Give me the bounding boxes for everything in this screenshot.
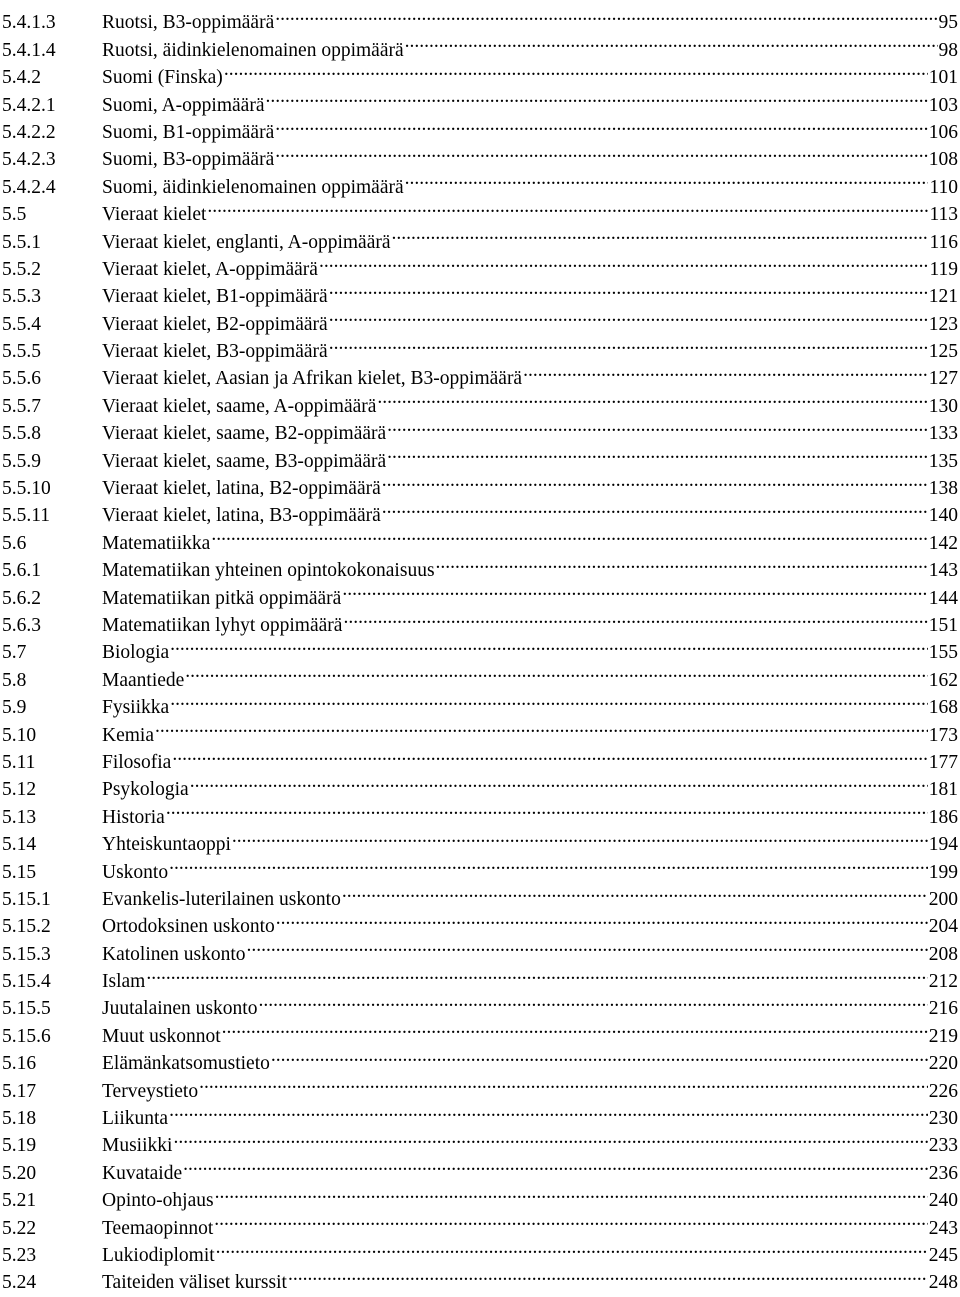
toc-entry-number: 5.5.8 [0,420,102,447]
toc-entry-title[interactable]: Ortodoksinen uskonto [102,913,276,940]
toc-dot-leader [271,1042,928,1069]
toc-entry-number: 5.5.10 [0,475,102,502]
toc-entry-number: 5.15.5 [0,995,102,1022]
toc-entry-number: 5.15.4 [0,968,102,995]
toc-entry-page-number[interactable]: 127 [928,365,960,392]
toc-entry-number: 5.12 [0,776,102,803]
toc-entry-number: 5.5.5 [0,338,102,365]
toc-entry-page-number[interactable]: 130 [928,393,960,420]
toc-entry-number: 5.6.3 [0,612,102,639]
toc-entry-page-number[interactable]: 168 [928,694,960,721]
toc-entry-page-number[interactable]: 243 [928,1215,960,1242]
toc-dot-leader [185,658,927,685]
toc-entry-number: 5.4.2.1 [0,92,102,119]
toc-entry-page-number[interactable]: 110 [928,174,960,201]
toc-entry-number: 5.5.1 [0,229,102,256]
toc-entry-number: 5.5 [0,201,102,228]
toc-entry-number: 5.15 [0,859,102,886]
toc-entry-title[interactable]: Teemaopinnot [102,1215,214,1242]
toc-entry-title[interactable]: Vieraat kielet, saame, A-oppimäärä [102,393,377,420]
toc-entry-title[interactable]: Taiteiden väliset kurssit [102,1269,288,1296]
toc-entry-number: 5.5.4 [0,311,102,338]
toc-entry-number: 5.4.2.4 [0,174,102,201]
toc-dot-leader [436,549,928,576]
toc-entry-number: 5.17 [0,1078,102,1105]
toc-entry-number: 5.4.2 [0,64,102,91]
toc-entry-number: 5.16 [0,1050,102,1077]
toc-entry-page-number[interactable]: 204 [928,913,960,940]
toc-entry-title[interactable]: Vieraat kielet, B2-oppimäärä [102,311,329,338]
toc-entry-title[interactable]: Filosofia [102,749,172,776]
toc-entry-number: 5.24 [0,1269,102,1296]
toc-entry-page-number[interactable]: 103 [928,92,960,119]
toc-entry-page-number[interactable]: 233 [928,1132,960,1159]
toc-entry-page-number[interactable]: 216 [928,995,960,1022]
toc-entry-number: 5.15.3 [0,941,102,968]
toc-entry-title[interactable]: Biologia [102,639,170,666]
toc-entry-page-number[interactable]: 138 [928,475,960,502]
toc-entry-page-number[interactable]: 121 [928,283,960,310]
toc-entry-page-number[interactable]: 240 [928,1187,960,1214]
toc-entry-page-number[interactable]: 98 [938,37,960,64]
toc-dot-leader [170,686,928,713]
toc-entry-page-number[interactable]: 236 [928,1160,960,1187]
toc-entry-page-number[interactable]: 123 [928,311,960,338]
toc-dot-leader [265,83,927,110]
toc-entry-title[interactable]: Islam [102,968,146,995]
toc-dot-leader [275,111,928,138]
toc-dot-leader [199,1069,928,1096]
toc-dot-leader [329,302,928,329]
toc-entry-number: 5.15.6 [0,1023,102,1050]
toc-entry-number: 5.4.1.3 [0,9,102,36]
toc-dot-leader [169,850,928,877]
toc-dot-leader [155,713,928,740]
toc-entry-number: 5.6.2 [0,585,102,612]
toc-dot-leader [170,631,928,658]
toc-entry-title[interactable]: Vieraat kielet, A-oppimäärä [102,256,319,283]
toc-entry-number: 5.13 [0,804,102,831]
toc-dot-leader [214,1206,927,1233]
toc-entry-page-number[interactable]: 119 [928,256,960,283]
toc-entry-number: 5.4.2.3 [0,146,102,173]
toc-entry-page-number[interactable]: 155 [928,639,960,666]
toc-entry-title[interactable]: Juutalainen uskonto [102,995,258,1022]
toc-entry-title[interactable]: Psykologia [102,776,190,803]
toc-dot-leader [342,878,928,905]
toc-entry-page-number[interactable]: 177 [928,749,960,776]
toc-entry-number: 5.7 [0,639,102,666]
toc-entry-number: 5.5.7 [0,393,102,420]
toc-entry-page-number[interactable]: 143 [928,557,960,584]
toc-entry-page-number[interactable]: 245 [928,1242,960,1269]
toc-dot-leader [392,220,929,247]
toc-entry-page-number[interactable]: 208 [928,941,960,968]
toc-entry-number: 5.9 [0,694,102,721]
toc-entry-title[interactable]: Lukiodiplomit [102,1242,216,1269]
toc-dot-leader [377,384,927,411]
toc-entry-title[interactable]: Yhteiskuntaoppi [102,831,232,858]
toc-entry-title[interactable]: Vieraat kielet, saame, B3-oppimäärä [102,448,387,475]
toc-entry-page-number[interactable]: 108 [928,146,960,173]
toc-entry-page-number[interactable]: 219 [928,1023,960,1050]
toc-entry-page-number[interactable]: 248 [928,1269,960,1296]
toc-dot-leader [382,467,928,494]
toc-entry-number: 5.4.1.4 [0,37,102,64]
toc-entry-title[interactable]: Maantiede [102,667,185,694]
toc-entry-number: 5.5.6 [0,365,102,392]
toc-entry-page-number[interactable]: 200 [928,886,960,913]
toc-entry-title[interactable]: Vieraat kielet, B3-oppimäärä [102,338,329,365]
toc-entry-page-number[interactable]: 220 [928,1050,960,1077]
toc-entry-number: 5.10 [0,722,102,749]
toc-entry-title[interactable]: Vieraat kielet, saame, B2-oppimäärä [102,420,387,447]
toc-entry-page-number[interactable]: 101 [928,64,960,91]
toc-dot-leader [329,330,928,357]
toc-dot-leader [232,823,928,850]
toc-entry-title[interactable]: Matematiikka [102,530,211,557]
toc-dot-leader [387,412,928,439]
toc-entry-title[interactable]: Ruotsi, äidinkielenomainen oppimäärä [102,37,405,64]
toc-entry-page-number[interactable]: 144 [928,585,960,612]
toc-entry-title[interactable]: Evankelis-luterilainen uskonto [102,886,342,913]
toc-entry-number: 5.20 [0,1160,102,1187]
toc-dot-leader [211,521,927,548]
toc-entry-number: 5.5.2 [0,256,102,283]
toc-entry-title[interactable]: Ruotsi, B3-oppimäärä [102,9,275,36]
toc-entry-title[interactable]: Kemia [102,722,155,749]
toc-entry-title[interactable]: Vieraat kielet, latina, B3-oppimäärä [102,502,382,529]
toc-entry-number: 5.5.3 [0,283,102,310]
toc-dot-leader [275,138,928,165]
toc-entry-number: 5.14 [0,831,102,858]
toc-dot-leader [190,768,928,795]
toc-entry-title[interactable]: Historia [102,804,166,831]
toc-entry-page-number[interactable]: 162 [928,667,960,694]
toc-entry-title[interactable]: Opinto-ohjaus [102,1187,215,1214]
toc-entry-title[interactable]: Vieraat kielet [102,201,207,228]
toc-dot-leader [172,741,927,768]
toc-entry-number: 5.5.9 [0,448,102,475]
toc-entry-title[interactable]: Muut uskonnot [102,1023,222,1050]
toc-dot-leader [405,28,938,55]
toc-entry[interactable] [0,1,960,28]
toc-entry-page-number[interactable]: 186 [928,804,960,831]
toc-entry-number: 5.22 [0,1215,102,1242]
toc-entry-title[interactable]: Matematiikan yhteinen opintokokonaisuus [102,557,436,584]
toc-entry-title[interactable]: Suomi, A-oppimäärä [102,92,265,119]
toc-entry-page-number[interactable]: 140 [928,502,960,529]
toc-dot-leader [146,960,927,987]
toc-entry-title[interactable]: Uskonto [102,859,169,886]
toc-entry-page-number[interactable]: 181 [928,776,960,803]
toc-dot-leader [275,1,937,28]
toc-entry-title[interactable]: Liikunta [102,1105,169,1132]
toc-dot-leader [258,987,927,1014]
toc-entry-page-number[interactable]: 151 [928,612,960,639]
toc-entry-page-number[interactable]: 230 [928,1105,960,1132]
toc-dot-leader [169,1097,928,1124]
toc-dot-leader [405,165,929,192]
toc-dot-leader [207,193,928,220]
toc-entry-page-number[interactable]: 226 [928,1078,960,1105]
toc-dot-leader [343,604,927,631]
toc-entry-title[interactable]: Elämänkatsomustieto [102,1050,271,1077]
toc-entry-number: 5.6 [0,530,102,557]
toc-entry-number: 5.11 [0,749,102,776]
toc-entry-page-number[interactable]: 142 [928,530,960,557]
toc-dot-leader [166,795,928,822]
toc-entry-title[interactable]: Vieraat kielet, englanti, A-oppimäärä [102,229,392,256]
toc-dot-leader [183,1151,928,1178]
toc-dot-leader [342,576,927,603]
toc-entry-page-number[interactable]: 199 [928,859,960,886]
toc-entry-page-number[interactable]: 95 [938,9,960,36]
toc-dot-leader [247,932,928,959]
toc-entry-page-number[interactable]: 113 [928,201,960,228]
toc-entry-number: 5.4.2.2 [0,119,102,146]
toc-dot-leader [173,1124,927,1151]
toc-dot-leader [215,1179,928,1206]
toc-dot-leader [319,248,929,275]
toc-entry-title[interactable]: Vieraat kielet, B1-oppimäärä [102,283,329,310]
toc-entry-title[interactable]: Suomi, äidinkielenomainen oppimäärä [102,174,405,201]
toc-entry-page-number[interactable]: 106 [928,119,960,146]
toc-entry-title[interactable]: Vieraat kielet, latina, B2-oppimäärä [102,475,382,502]
toc-entry-number: 5.18 [0,1105,102,1132]
toc-entry-title[interactable]: Fysiikka [102,694,170,721]
toc-entry-number: 5.6.1 [0,557,102,584]
toc-dot-leader [523,357,928,384]
toc-dot-leader [224,56,928,83]
toc-entry-number: 5.23 [0,1242,102,1269]
toc-entry-title[interactable]: Suomi, B1-oppimäärä [102,119,275,146]
toc-dot-leader [382,494,928,521]
toc-entry-title[interactable]: Matematiikan lyhyt oppimäärä [102,612,343,639]
toc-dot-leader [216,1234,928,1261]
toc-entry-number: 5.19 [0,1132,102,1159]
toc-entry-number: 5.15.2 [0,913,102,940]
toc-entry-title[interactable]: Vieraat kielet, Aasian ja Afrikan kielet, B3-oppimäärä [102,365,523,392]
toc-entry-page-number[interactable]: 173 [928,722,960,749]
toc-entry-page-number[interactable]: 135 [928,448,960,475]
toc-entry-title[interactable]: Matematiikan pitkä oppimäärä [102,585,342,612]
toc-entry-title[interactable]: Kuvataide [102,1160,183,1187]
toc-entry-page-number[interactable]: 133 [928,420,960,447]
toc-dot-leader [387,439,928,466]
toc-entry-number: 5.8 [0,667,102,694]
toc-entry-title[interactable]: Musiikki [102,1132,173,1159]
toc-entry-title[interactable]: Suomi, B3-oppimäärä [102,146,275,173]
toc-dot-leader [288,1261,928,1288]
toc-entry-title[interactable]: Katolinen uskonto [102,941,247,968]
toc-dot-leader [276,905,928,932]
toc-dot-leader [222,1014,928,1041]
toc-entry-title[interactable]: Suomi (Finska) [102,64,224,91]
toc-entry-number: 5.21 [0,1187,102,1214]
toc-entry-page-number[interactable]: 125 [928,338,960,365]
toc-entry-page-number[interactable]: 194 [928,831,960,858]
toc-entry-number: 5.5.11 [0,502,102,529]
toc-entry-page-number[interactable]: 212 [928,968,960,995]
toc-entry-page-number[interactable]: 116 [928,229,960,256]
toc-entry-number: 5.15.1 [0,886,102,913]
toc-entry-title[interactable]: Terveystieto [102,1078,199,1105]
toc-dot-leader [329,275,928,302]
